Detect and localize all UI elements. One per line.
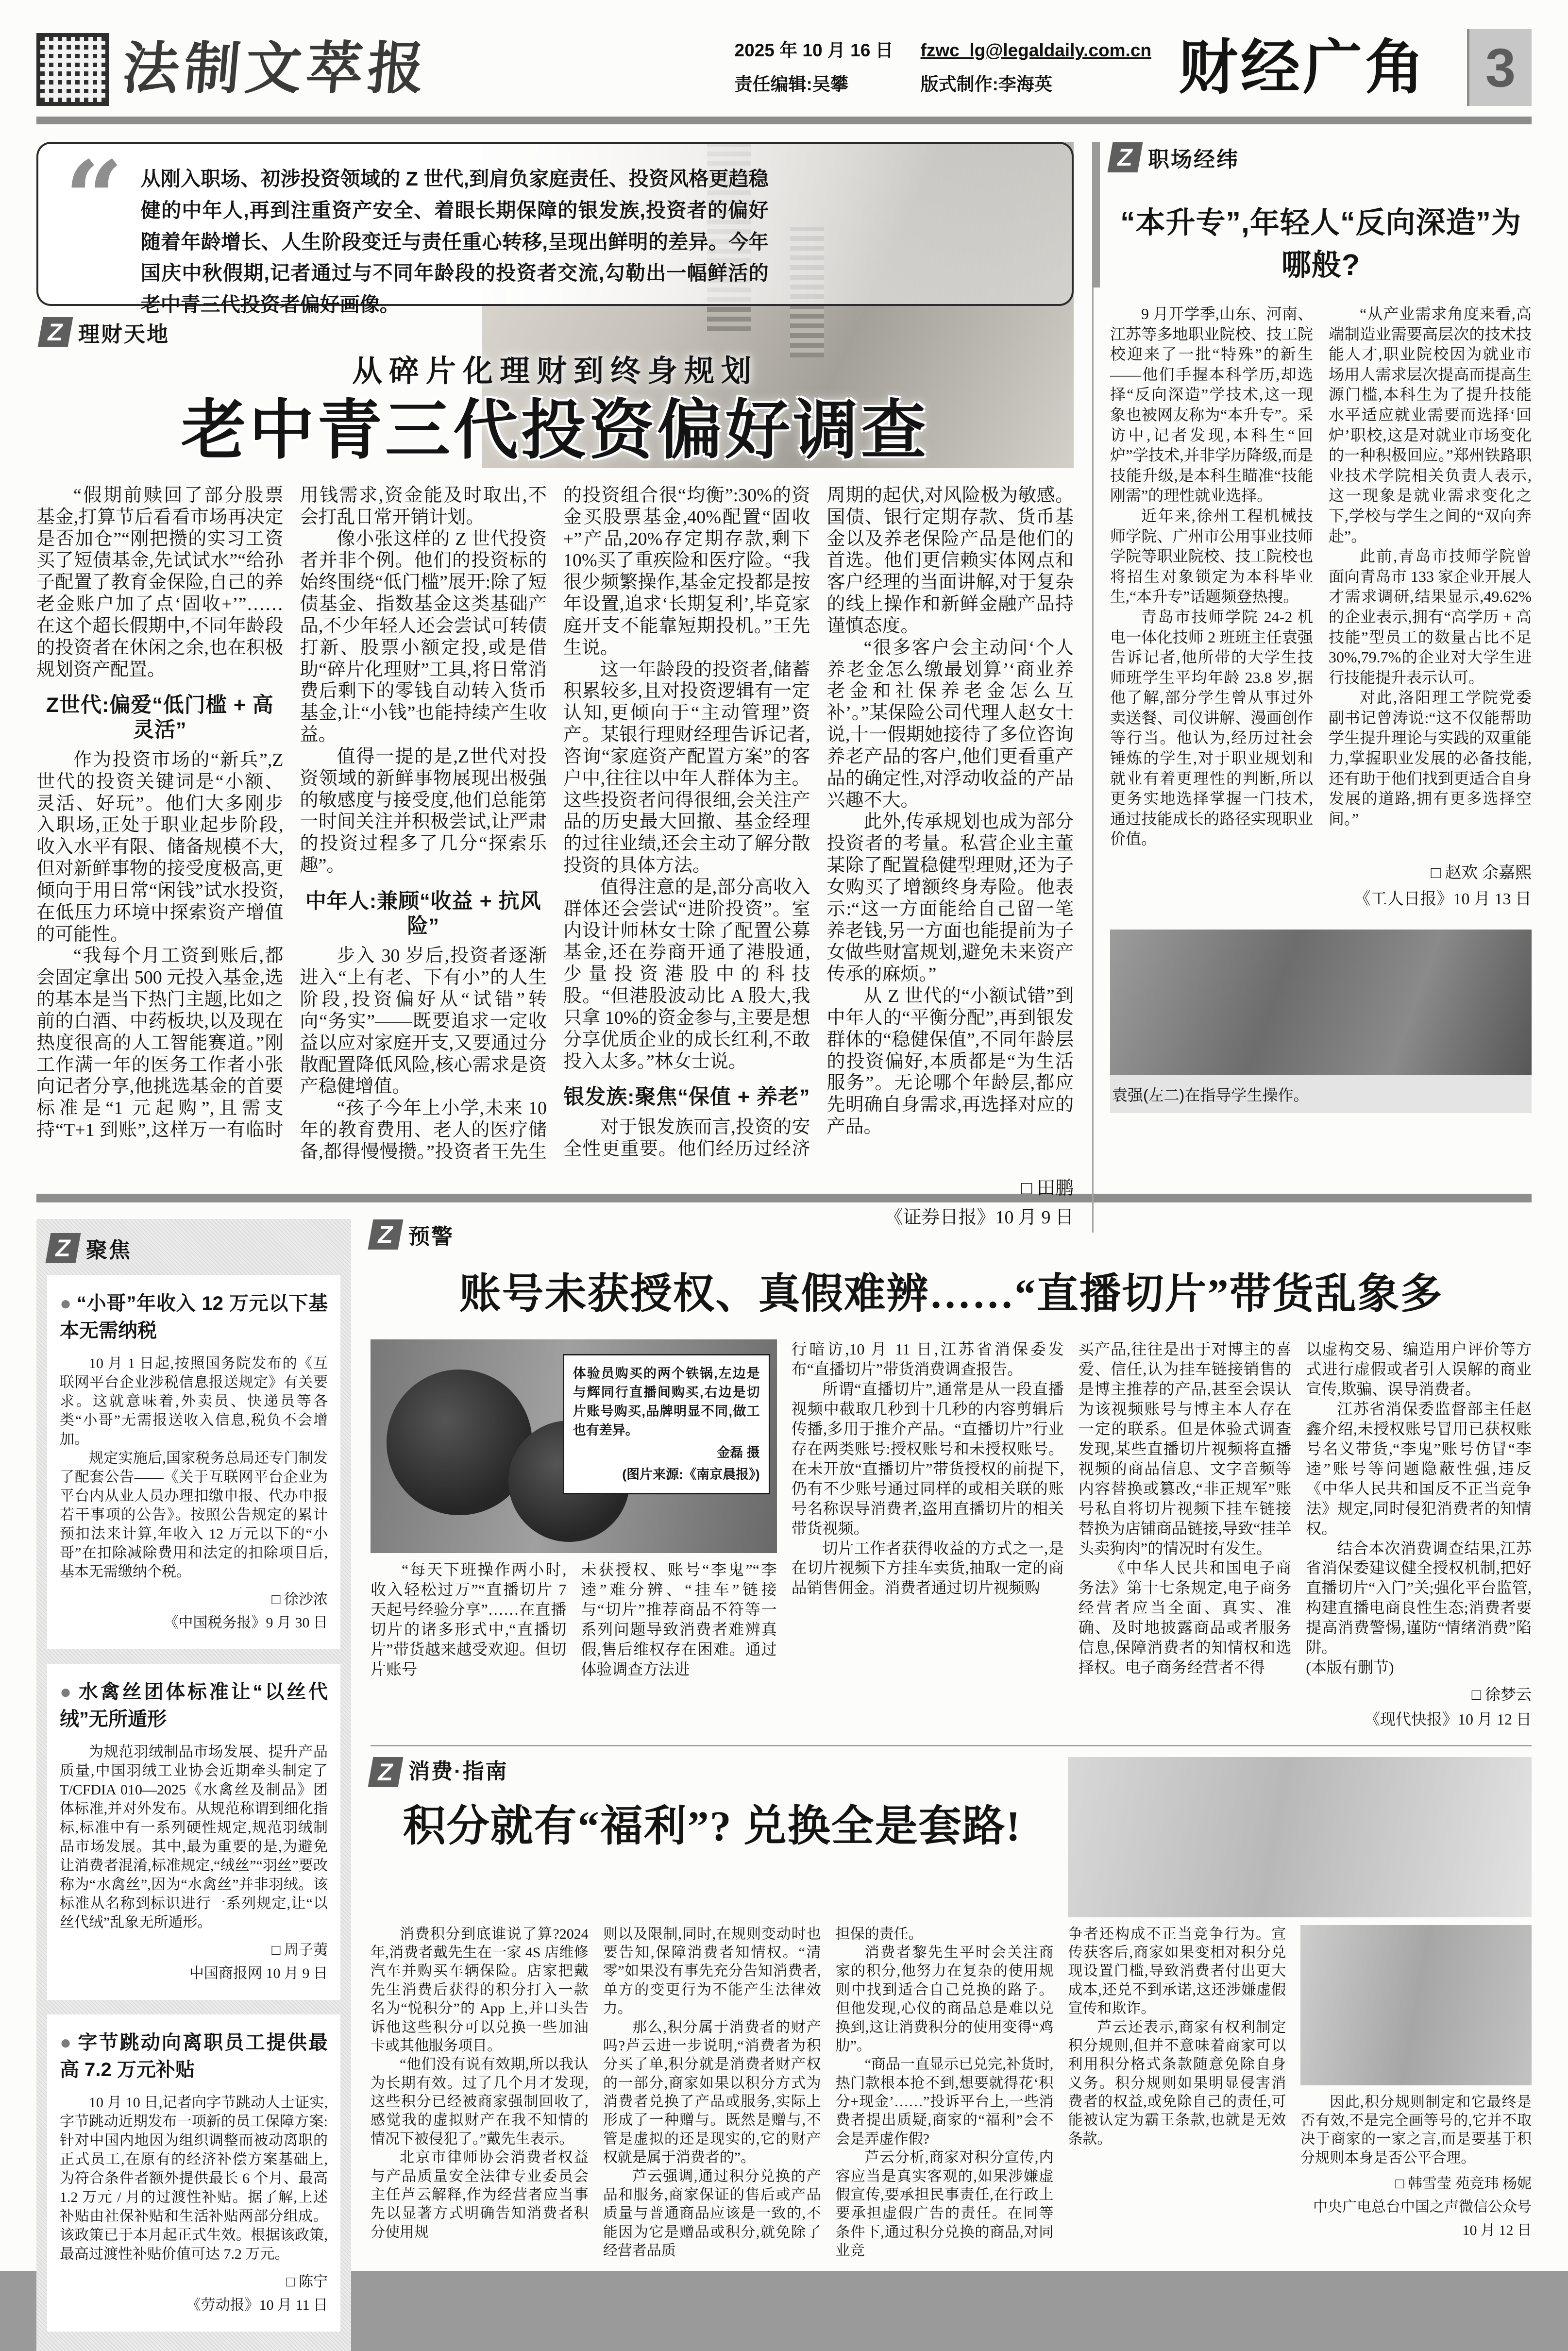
paragraph: 作为投资市场的“新兵”,Z世代的投资关键词是“小额、灵活、好玩”。他们大多刚步入职场,正处于职业起步阶段,收入水平有限、储备规模不大,但对新鲜事物的接受度极高,更倾向于用日常“闲钱”试水投资,在低压力环境中探索资产增值的可能性。 [36, 749, 284, 945]
jujiao-article-1 [47, 1275, 340, 1649]
source: 《证券日报》10 月 9 日 [884, 1207, 1074, 1228]
jujiao-section [36, 1219, 351, 2351]
intro-text: 从刚入职场、初涉投资领域的 Z 世代,到肩负家庭责任、投资风格更趋稳健的中年人,再到注重资产安全、着眼长期保障的银发族,投资者的偏好随着年龄增长、人生阶段变迁与责任重心转移,呈现出鲜明的差异。今年国庆中秋假期,记者通过与不同年龄段的投资者交流,勾勒出一幅鲜活的老中青三代投资者偏好画像。 [140, 168, 769, 316]
paragraph: 此外,传承规划也成为部分投资者的考量。私营企业主董某除了配置稳健型理财,还为子女购买了增额终身寿险。他表示:“这一方面能给自己留一笔养老钱,另一方面也能提前为子女做些财富规划,避免未来资产传承的麻烦。” [826, 812, 1074, 985]
contact-email: fzwc_lg@legaldaily.com.cn [920, 40, 1151, 60]
paragraph: “我每个月工资到账后,都会固定拿出 500 元投入基金,选的基本是当下热门主题,比如之前的白酒、中药板块,以及现在热度很高的人工智能赛道。”刚工作满一年的医务工作者小张向记者分享,他挑选基金的首要标准是“1 元起购”,且需支持“T+1 到账”,这样万一有临时用钱需求,资金能及时取出,不会打乱日常开销计划。 [36, 485, 547, 1140]
article-headline: ● “小哥”年收入 12 万元以下基本无需纳税 [60, 1293, 328, 1341]
paragraph: 近年来,徐州工程机械技师学院、广州市公用事业技师学院等职业院校、技工院校也将招生对象锁定为本科毕业生,“本升专”话题频登热搜。 [1110, 507, 1313, 606]
article-body [60, 1354, 328, 1581]
z-logo-icon: Z [1108, 142, 1143, 172]
jujiao-badge-label: 聚焦 [86, 1238, 132, 1262]
article-body [60, 2093, 328, 2264]
paragraph: “从产业需求角度来看,高端制造业需要高层次的技术技能人才,职业院校因为就业市场用人需求层次提高而提高生源门槛,本科生为了提升技能水平适应就业需要而选择‘回炉’职校,这是对就业市场变化的一种积极回应。”郑州铁路职业技术学院相关负责人表示,这一现象是就业需求变化之下,学校与学生之间的“双向奔赴”。 [1329, 305, 1532, 545]
editor-credit: 责任编辑:吴攀 [734, 74, 848, 94]
issue-date: 2025 年 10 月 16 日 [734, 40, 894, 60]
bullet-icon: ● [60, 1293, 72, 1314]
licai-headline-block [36, 347, 1074, 465]
paragraph: 未获授权、账号“李鬼”“李逵”难分辨、“挂车”链接与“切片”推荐商品不符等一系列问题导致消费者难辨真假,售后维权存在困难。通过体验调查方法进 [581, 1561, 777, 1678]
source-date: 10 月 12 日 [1462, 2222, 1532, 2239]
paragraph: 《中华人民共和国电子商务法》第十七条规定,电子商务经营者应当全面、真实、准确、及时地披露商品或者服务信息,保障消费者的知情权和选择权。电子商务经营者不得 [1078, 1559, 1292, 1676]
zhichang-headline: “本升专”,年轻人“反向深造”为哪般? [1120, 206, 1521, 281]
paragraph: 北京市律师协会消费者权益与产品质量安全法律专业委员会主任芦云解释,作为经营者应当事先以显著方式明确告知消费者积分使用规 [371, 2149, 589, 2240]
paragraph: 以虚构交易、编造用户评价等方式进行虚假或者引人误解的商业宣传,欺骗、误导消费者。 [1306, 1340, 1532, 1398]
paragraph: 为规范羽绒制品市场发展、提升产品质量,中国羽绒工业协会近期牵头制定了 T/CFDIA 010—2025《水禽丝及制品》团体标准,并对外发布。从规范称谓到细化指标,标准中有一系列硬性规定,规范羽绒制品市场发展。其中,最为重要的是,为避免让消费者混淆,标准规定,“绒丝”“羽丝”要改称为“水禽丝”,因为“水禽丝”并非羽绒。该标准从名称到标识进行一系列规定,让“以丝代绒”乱象无所遁形。 [60, 1744, 328, 1930]
bullet-icon: ● [60, 1681, 74, 1703]
xiaofei-column-1 [371, 1925, 589, 2261]
paragraph: “很多客户会主动问‘个人养老金怎么缴最划算’‘商业养老金和社保养老金怎么互补’。”某保险公司代理人赵女士说,十一假期她接待了多位咨询养老产品的客户,他们更看重产品的确定性,对浮动收益的产品兴趣不大。 [826, 637, 1074, 811]
masthead-block [36, 33, 432, 106]
paragraph: “商品一直显示已兑完,补货时,热门款根本抢不到,想要就得花‘积分+现金’……”投诉平台上,一些消费者提出质疑,商家的“福利”会不会是弄虚作假? [835, 2056, 1054, 2147]
sub-headline: Z世代:偏爱“低门槛 + 高灵活” [46, 693, 274, 742]
yujing-byline [1306, 1682, 1532, 1732]
xiaofei-column-2 [603, 1925, 821, 2261]
intro-quote-box [36, 138, 1074, 316]
zhichang-badge [1110, 142, 1239, 173]
z-logo-icon: Z [38, 317, 73, 347]
classroom-photo-caption: 袁强(左二)在指导学生操作。 [1110, 1075, 1532, 1113]
article-body [60, 1742, 328, 1932]
paragraph: 买产品,往往是出于对博主的喜爱、信任,认为挂车链接销售的是博主推荐的产品,甚至会误认为该视频账号与博主本人存在一定的联系。但是体验式调查发现,某些直播切片视频将直播视频的商品信息、文字音频等内容替换或篡改,“非正规军”账号私自将切片视频下挂车链接替换为店铺商品链接,导致“挂羊头卖狗肉”的情况时有发生。 [1078, 1340, 1292, 1557]
paragraph: 规定实施后,国家税务总局还专门制发了配套公告——《关于互联网平台企业为平台内从业人员办理扣缴申报、代办申报若干事项的公告》。按照公告规定的累计预扣法来计算,年收入 12 万元以下的“小哥”在扣除减除费用和法定的扣除项目后,基本无需缴纳个税。 [60, 1450, 328, 1580]
woks-photo [371, 1339, 777, 1553]
paragraph: 9 月开学季,山东、河南、江苏等多地职业院校、技工院校迎来了一批“特殊”的新生——他们手握本科学历,却选择“反向深造”学技术,这一现象也被网友称为“本升专”。采访中,记者发现,本科生“回炉”学技术,并非学历降级,而是技能升级,是本科生瞄准“技能刚需”的理性就业选择。 [1110, 305, 1313, 505]
article-byline [60, 1588, 328, 1635]
xiaofei-badge-label: 消费·指南 [408, 1759, 508, 1784]
caption-text: 体验员购买的两个铁锅,左边是与辉同行直播间购买,右边是切片账号购买,品牌明显不同,做工也有差异。 [573, 1366, 760, 1438]
classroom-photo [1110, 930, 1532, 1075]
z-logo-icon: Z [46, 1233, 81, 1263]
paragraph: (本版有删节) [1306, 1658, 1394, 1676]
source: 《工人日报》10 月 13 日 [1354, 890, 1532, 909]
licai-body [36, 485, 1074, 1163]
paragraph: 消费者黎先生平时会关注商家的积分,他努力在复杂的使用规则中找到适合自己兑换的路子。但他发现,心仪的商品总是难以兑换到,这让消费积分的使用变得“鸡肋”。 [835, 1944, 1054, 2054]
paragraph: 10 月 10 日,记者向字节跳动人士证实,字节跳动近期发布一项新的员工保障方案:针对中国内地因为组织调整而被动离职的正式员工,在原有的经济补偿方案基础上,为符合条件者额外提供最长 6 个月、最高 1.2 万元 / 月的过渡性补贴。据了解,上述补贴由社保补贴和生活补贴两部分组成。该政策已于本月起正式生效。根据该政策,最高过渡性补贴价值可达 7.2 万元。 [60, 2095, 328, 2262]
quote-icon: “ [65, 138, 123, 258]
author: □ 徐沙浓 [271, 1591, 328, 1607]
xiaofei-column-5 [1300, 1925, 1532, 2261]
yujing-column-5 [1306, 1339, 1532, 1732]
z-logo-icon: Z [368, 1219, 404, 1250]
xiaofei-header [371, 1757, 1053, 1917]
paragraph: 消费积分到底谁说了算?2024 年,消费者戴先生在一家 4S 店维修汽车并购买车辆保险。店家把戴先生消费后获得的积分打入一款名为“悦积分”的 App 上,并口头告诉他这些积分可以兑换一些加油卡或其他服务项目。 [371, 1926, 589, 2054]
xiaofei-column-5-text [1300, 2093, 1532, 2168]
author: □ 韩雪莹 苑竞玮 杨妮 [1395, 2176, 1532, 2192]
paragraph: 从 Z 世代的“小额试错”到中年人的“平衡分配”,再到银发群体的“稳健保值”,不同年龄层的投资偏好,本质都是“为生活服务”。无论哪个年龄层,都应先明确自身需求,再选择对应的产品。 [826, 986, 1074, 1137]
article-headline: ● 字节跳动向离职员工提供最高 7.2 万元补贴 [60, 2032, 328, 2080]
paragraph: 此前,青岛市技师学院曾面向青岛市 133 家企业开展人才需求调研,结果显示,49.62%的企业表示,拥有“高学历 + 高技能”型员工的数量占比不足 30%,79.7%的企业对大学生进行技能提升表示认可。 [1329, 547, 1532, 686]
yujing-column-a [371, 1560, 566, 1732]
paragraph: 江苏省消保委监督部主任赵鑫介绍,未授权账号冒用已获权账号名义带货,“李鬼”账号仿冒“李逵”账号等问题隐蔽性强,违反《中华人民共和国反不正当竞争法》规定,同时侵犯消费者的知情权。 [1306, 1400, 1532, 1537]
paragraph: 所谓“直播切片”,通常是从一段直播视频中截取几秒到十几秒的内容剪辑后传播,多用于推介产品。“直播切片”行业存在两类账号:授权账号和未授权账号。在未开放“直播切片”带货授权的前提下,仍有不少账号通过同样的或相关联的账号名称误导消费者,盗用直播切片的相关带货视频。 [791, 1380, 1064, 1537]
yujing-column-b [581, 1560, 776, 1732]
yujing-column-3 [792, 1339, 1064, 1732]
zhichang-article [1092, 142, 1532, 1233]
paragraph: 对于银发族而言,投资的安全性更重要。他们经历过经济周期的起伏,对风险极为敏感。国债、银行定期存款、货币基金以及养老保险产品是他们的首选。他们更信赖实体网点和客户经理的当面讲解,对于复杂的线上操作和新鲜金融产品持谨慎态度。 [563, 485, 1074, 1159]
main-headline: 老中青三代投资偏好调查 [181, 395, 929, 467]
yujing-body [371, 1339, 1532, 1732]
zhichang-byline [1110, 860, 1532, 913]
xiaofei-column-3 [836, 1925, 1054, 2261]
article-byline [60, 2270, 328, 2317]
licai-article [36, 138, 1074, 1233]
xiaofei-column-4 [1068, 1925, 1286, 2261]
yujing-badge [371, 1219, 454, 1250]
photo-credit: 金磊 摄 [717, 1445, 760, 1460]
yujing-column-5-text [1306, 1339, 1532, 1677]
paragraph: 担保的责任。 [835, 1926, 923, 1942]
paragraph: 芦云还表示,商家有权利制定积分规则,但并不意味着商家可以利用积分格式条款随意免除自身义务。积分规则如果明显侵害消费者的权益,或免除自己的责任,可能被认定为霸王条款,也就是无效条款。 [1068, 2019, 1286, 2147]
yujing-section [371, 1219, 1532, 1732]
paragraph: “假期前赎回了部分股票基金,打算节后看看市场再决定是否加仓”“刚把攒的实习工资买了短债基金,先试试水”“给孙子配置了教育金保险,自己的养老金账户加了点‘固收+’”……在这个超长假期中,不同年龄段的投资者在休闲之余,也在积极规划资产配置。 [36, 485, 284, 680]
paragraph: “每天下班操作两小时,收入轻松过万”“直播切片 7 天起号经验分享”……在直播切片的诸多形式中,“直播切片”带货越来越受欢迎。但切片账号 [371, 1561, 567, 1678]
bullet-icon: ● [60, 2032, 73, 2053]
header-meta-block [735, 29, 1532, 106]
page-header [36, 15, 1532, 124]
paragraph: 像小张这样的 Z 世代投资者并非个例。他们的投资标的始终围绕“低门槛”展开:除了短债基金、指数基金这类基础产品,不少年轻人还会尝试可转债打新、股票小额定投,或是借助“碎片化理财”工具,将日常消费后剩下的零钱自动转入货币基金,让“小钱”也能持续产生收益。 [300, 528, 547, 745]
yujing-column-4 [1079, 1339, 1291, 1732]
zhichang-body [1110, 304, 1532, 849]
jujiao-badge [47, 1230, 133, 1275]
xiaofei-badge [371, 1757, 508, 1787]
licai-badge [40, 317, 169, 348]
paragraph: 因此,积分规则制定和它最终是否有效,不是完全画等号的,它并不取决于商家的一家之言,而是要基于积分规则本身是否公平合理。 [1300, 2094, 1532, 2166]
article-headline: ● 水禽丝团体标准让“以丝代绒”无所遁形 [60, 1681, 328, 1730]
top-region [36, 124, 1532, 1228]
paragraph: 结合本次消费调查结果,江苏省消保委建议健全授权机制,把好直播切片“入门”关;强化平台监管,构建直播电商良性生态;消费者要提高消费警惕,谨防“情绪消费”陷阱。 [1306, 1539, 1532, 1657]
xiaofei-body [371, 1757, 1532, 2261]
paragraph: 争者还构成不正当竞争行为。宣传获客后,商家如果变相对积分兑现设置门槛,导致消费者付出更大成本,还兑不到承诺,这还涉嫌虚假宣传和欺诈。 [1068, 1926, 1286, 2017]
paragraph: 那么,积分属于消费者的财产吗?芦云进一步说明,“消费者为积分买了单,积分就是消费者财产权的一部分,商家如果以积分方式为消费者兑换了产品或服务,实际上形成了一种赠与。既然是赠与,不管是虚拟的还是现实的,它的财产权就是属于消费者的”。 [603, 2019, 821, 2166]
paragraph: 青岛市技师学院 24-2 机电一体化技师 2 班班主任袁强告诉记者,他所带的大学生技师班学生平均年龄 23.8 岁,据他了解,部分学生曾从事过外卖送餐、司仪讲解、漫画创作等行当。他认为,经历过社会锤炼的学生,对于职业规划和就业有着更理性的判断,所以更务实地选择掌握一门技术,通过技能成长的路径实现职业价值。 [1110, 608, 1313, 848]
paragraph: 这一年龄段的投资者,储蓄积累较多,且对投资逻辑有一定认知,更倾向于“主动管理”资产。某银行理财经理告诉记者,咨询“家庭资产配置方案”的客户中,往往以中年人群体为主。这些投资者问得很细,会关注产品的历史最大回撤、基金经理的过往业绩,还会主动了解分散投资的具体方法。 [563, 659, 810, 876]
contact-block [921, 34, 1151, 102]
paragraph: 值得一提的是,Z世代对投资领域的新鲜事物展现出极强的敏感度与接受度,他们总能第一时间关注并积极尝试,让严肃的投资过程多了几分“探索乐趣”。 [300, 746, 547, 876]
source: 中央广电总台中国之声微信公众号 [1313, 2199, 1532, 2216]
woks-photo-caption [563, 1354, 770, 1494]
photo-source: (图片来源:《南京晨报》) [622, 1467, 760, 1482]
paragraph: “孩子今年上小学,未来 10 年的教育费用、老人的医疗储备,都得慢慢攒。”投资者王先生的投资组合很“均衡”:30%的资金买股票基金,40%配置“固收 +”产品,20%存定期存款,剩下 10%买了重疾险和医疗险。“我很少频繁操作,基金定投都是按年设置,追求‘长期复利’,毕竟家庭开支不能靠短期投机。”王先生说。 [300, 485, 810, 1162]
section-title: 财经广角 [1179, 34, 1427, 101]
xiaofei-section [371, 1745, 1532, 2261]
paragraph: 行暗访,10 月 11 日,江苏省消保委发布“直播切片”带货消费调查报告。 [791, 1340, 1064, 1378]
author: □ 赵欢 余嘉熙 [1431, 864, 1532, 882]
licai-badge-label: 理财天地 [78, 322, 169, 346]
page-number: 3 [1467, 29, 1532, 106]
paragraph: 对此,洛阳理工学院党委副书记曾涛说:“这不仅能帮助学生提升理论与实践的双重能力,掌握职业发展的必备技能,还有助于他们找到更适合自身发展的道路,拥有更多选择空间。” [1329, 689, 1532, 828]
bottom-region [36, 1202, 1532, 2312]
licai-lead [36, 138, 1074, 468]
bottom-right-region [371, 1219, 1532, 2351]
xiaofei-byline [1300, 2172, 1532, 2242]
paragraph: 芦云分析,商家对积分宣传,内容应当是真实客观的,如果涉嫌虚假宣传,要承担民事责任,在行政上要承担虚假广告的责任。在同等条件下,通过积分兑换的商品,对同业竞 [835, 2149, 1054, 2259]
column-divider [1092, 142, 1100, 288]
checkout-people-photo [1300, 1925, 1532, 2085]
masthead-title: 法制文萃报 [120, 38, 432, 101]
paragraph: 10 月 1 日起,按照国务院发布的《互联网平台企业涉税信息报送规定》有关要求。这就意味着,外卖员、快递员等各类“小哥”无需报送收入信息,税负不会增加。 [60, 1355, 328, 1447]
source: 《现代快报》10 月 12 日 [1364, 1710, 1532, 1728]
sub-headline: 银发族:聚焦“保值 + 养老” [563, 1085, 810, 1109]
paragraph: 则以及限制,同时,在规则变动时也要告知,保障消费者知情权。“清零”如果没有事先充分告知消费者,单方的变更行为不能产生法律效力。 [603, 1926, 821, 2017]
jujiao-article-3 [47, 2014, 340, 2332]
paragraph: 芦云强调,通过积分兑换的产品和服务,商家保证的售后或产品质量与普通商品应该是一致的,不能因为它是赠品或积分,就免除了经营者品质 [603, 2168, 821, 2259]
z-logo-icon: Z [368, 1757, 404, 1787]
zhichang-badge-label: 职场经纬 [1148, 148, 1239, 171]
author: □ 周子荑 [271, 1942, 328, 1958]
source: 中国商报网 10 月 9 日 [189, 1965, 328, 1981]
layout-credit: 版式制作:李海英 [920, 74, 1052, 94]
article-byline [60, 1939, 328, 1985]
qr-code-icon [36, 33, 109, 106]
paragraph: 值得注意的是,部分高收入群体还会尝试“进阶投资”。室内设计师林女士除了配置公募基金,还在券商开通了港股通,少量投资港股中的科技股。“但港股波动比 A 股大,我只拿 10%的资金参与,主要是想分享优质企业的成长红利,不敢投入太多。”林女士说。 [563, 877, 810, 1072]
source: 《劳动报》10 月 11 日 [186, 2297, 328, 2313]
source: 《中国税务报》9 月 30 日 [164, 1615, 328, 1631]
paragraph: 切片工作者获得收益的方式之一,是在切片视频下方挂车卖货,抽取一定的商品销售佣金。消费者通过切片视频购 [791, 1539, 1064, 1597]
car-showroom-photo [1068, 1757, 1532, 1917]
sub-headline: 中年人:兼顾“收益 + 抗风险” [305, 889, 541, 938]
author: □ 陈宁 [286, 2274, 328, 2290]
paragraph: “他们没有说有效期,所以我认为长期有效。过了几个月才发现,这些积分已经被商家强制回收了,感觉我的虚拟财产在我不知情的情况下被侵犯了。”戴先生表示。 [371, 2056, 589, 2147]
kicker: 从碎片化理财到终身规划 [352, 355, 758, 389]
author: □ 田鹏 [1021, 1178, 1074, 1199]
author: □ 徐梦云 [1471, 1686, 1532, 1704]
xiaofei-headline: 积分就有“福利”? 兑换全是套路! [403, 1803, 1021, 1850]
jujiao-article-2 [47, 1664, 340, 2000]
yujing-badge-label: 预警 [408, 1225, 454, 1249]
yujing-headline: 账号未获授权、真假难辨……“直播切片”带货乱象多 [459, 1270, 1443, 1317]
paragraph: 步入 30 岁后,投资者逐渐进入“上有老、下有小”的人生阶段,投资偏好从“试错”转向“务实”——既要追求一定收益以应对家庭开支,又要通过分散配置降低风险,核心需求是资产稳健增值。 [300, 946, 547, 1097]
date-editor-block [735, 34, 894, 102]
